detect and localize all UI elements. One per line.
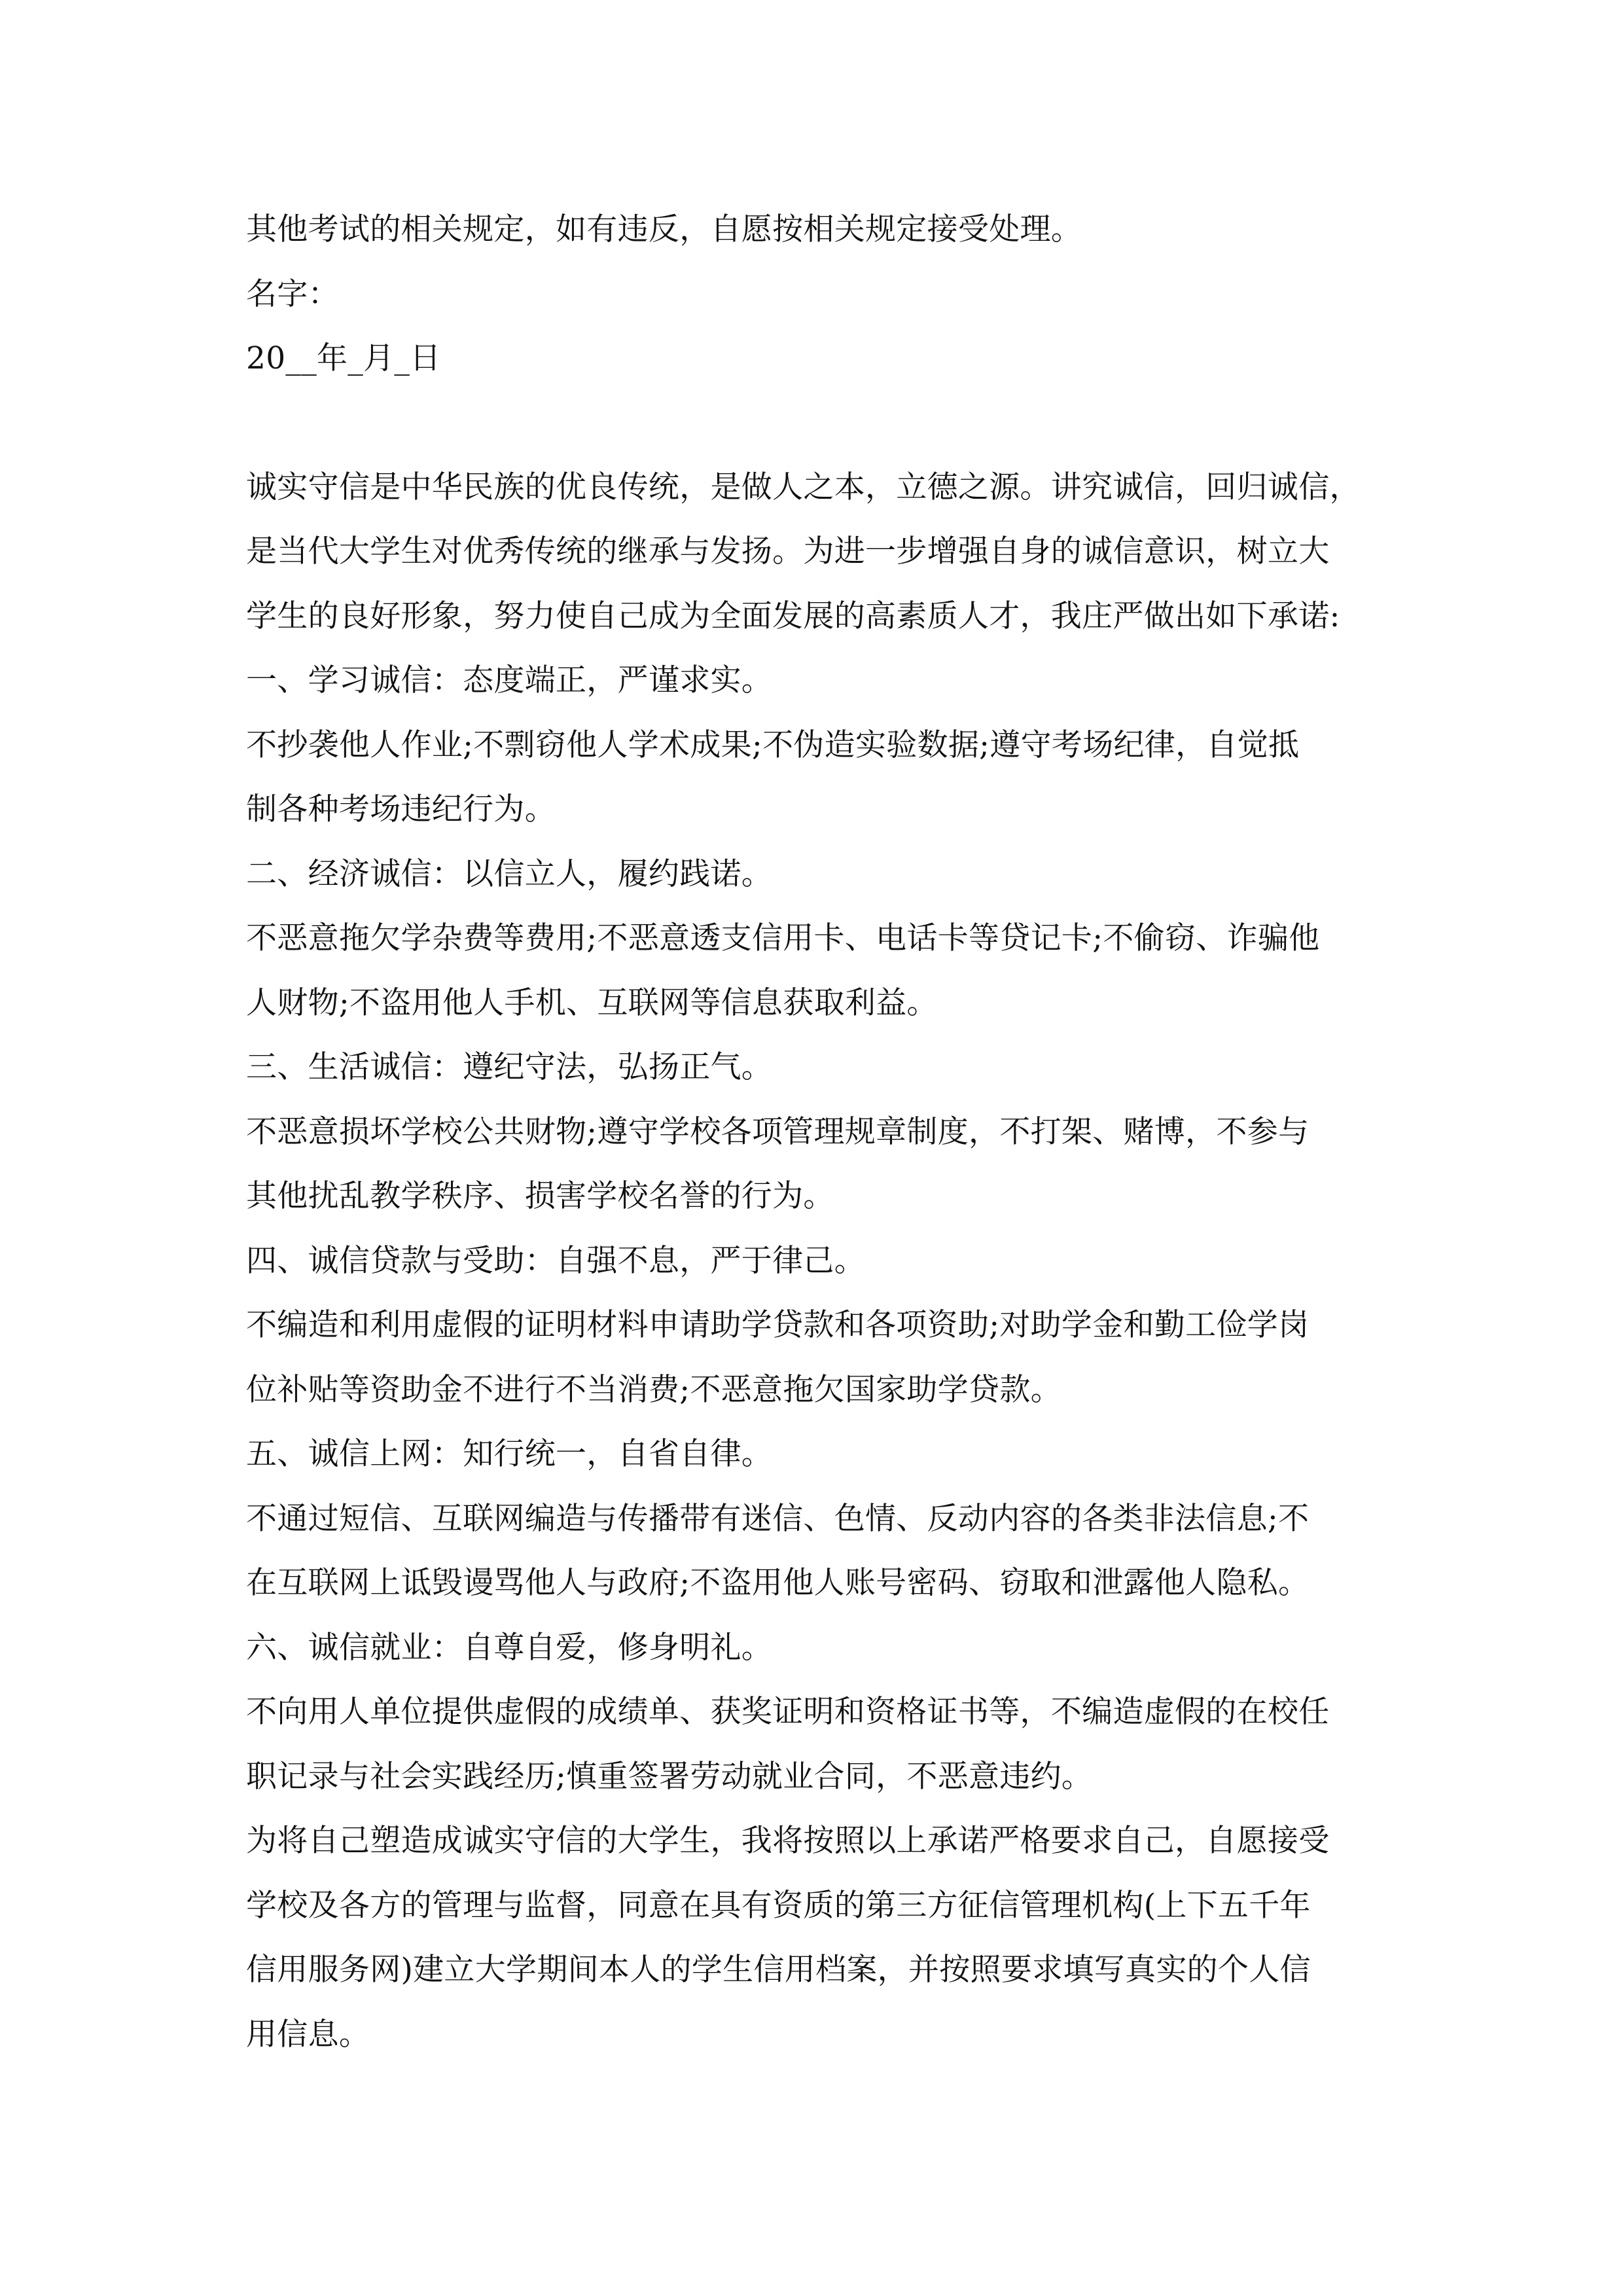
name-label: 名字： <box>246 276 339 312</box>
paragraph-gap <box>246 391 1385 456</box>
body-line: 其他扰乱教学秩序、损害学校名誉的行为。 <box>246 1178 834 1214</box>
body-line: 信用服务网)建立大学期间本人的学生信用档案，并按照要求填写真实的个人信 <box>246 1952 1311 1988</box>
document-text <box>246 198 1385 2067</box>
body-line: 诚实守信是中华民族的优良传统，是做人之本，立德之源。讲究诚信，回归诚信， <box>246 469 1361 505</box>
body-line: 位补贴等资助金不进行不当消费;不恶意拖欠国家助学贷款。 <box>246 1371 1061 1408</box>
body-line: 二、经济诚信：以信立人，履约践诺。 <box>246 855 773 892</box>
body-line: 制各种考场违纪行为。 <box>246 791 556 827</box>
body-line: 不恶意损坏学校公共财物;遵守学校各项管理规章制度，不打架、赌博，不参与 <box>246 1113 1310 1150</box>
text-line: 其他考试的相关规定，如有违反，自愿按相关规定接受处理。 <box>246 211 1082 247</box>
body-line: 是当代大学生对优秀传统的继承与发扬。为进一步增强自身的诚信意识，树立大 <box>246 533 1330 569</box>
body-line: 学生的良好形象，努力使自己成为全面发展的高素质人才，我庄严做出如下承诺: <box>246 598 1340 634</box>
body-line: 为将自己塑造成诚实守信的大学生，我将按照以上承诺严格要求自己，自愿接受 <box>246 1823 1330 1859</box>
body-line: 不通过短信、互联网编造与传播带有迷信、色情、反动内容的各类非法信息;不 <box>246 1500 1310 1537</box>
body-line: 职记录与社会实践经历;慎重签署劳动就业合同，不恶意违约。 <box>246 1758 1093 1795</box>
body-line: 五、诚信上网：知行统一，自省自律。 <box>246 1436 773 1472</box>
body-line: 六、诚信就业：自尊自爱，修身明礼。 <box>246 1629 773 1666</box>
body-line: 用信息。 <box>246 2016 370 2053</box>
body-line: 一、学习诚信：态度端正，严谨求实。 <box>246 662 773 698</box>
body-line: 人财物;不盗用他人手机、互联网等信息获取利益。 <box>246 984 938 1021</box>
body-line: 不向用人单位提供虚假的成绩单、获奖证明和资格证书等，不编造虚假的在校任 <box>246 1694 1330 1730</box>
commitment-body <box>246 456 1385 2068</box>
body-line: 不编造和利用虚假的证明材料申请助学贷款和各项资助;对助学金和勤工俭学岗 <box>246 1307 1310 1343</box>
body-line: 三、生活诚信：遵纪守法，弘扬正气。 <box>246 1049 773 1085</box>
date-line: 20__年_月_日 <box>246 340 441 376</box>
body-line: 不恶意拖欠学杂费等费用;不恶意透支信用卡、电话卡等贷记卡;不偷窃、诈骗他 <box>246 920 1320 956</box>
body-line: 四、诚信贷款与受助：自强不息，严于律己。 <box>246 1242 865 1279</box>
body-line: 不抄袭他人作业;不剽窃他人学术成果;不伪造实验数据;遵守考场纪律，自觉抵 <box>246 726 1300 763</box>
body-line: 学校及各方的管理与监督，同意在具有资质的第三方征信管理机构(上下五千年 <box>246 1887 1311 1924</box>
body-line: 在互联网上诋毁谩骂他人与政府;不盗用他人账号密码、窃取和泄露他人隐私。 <box>246 1565 1310 1601</box>
